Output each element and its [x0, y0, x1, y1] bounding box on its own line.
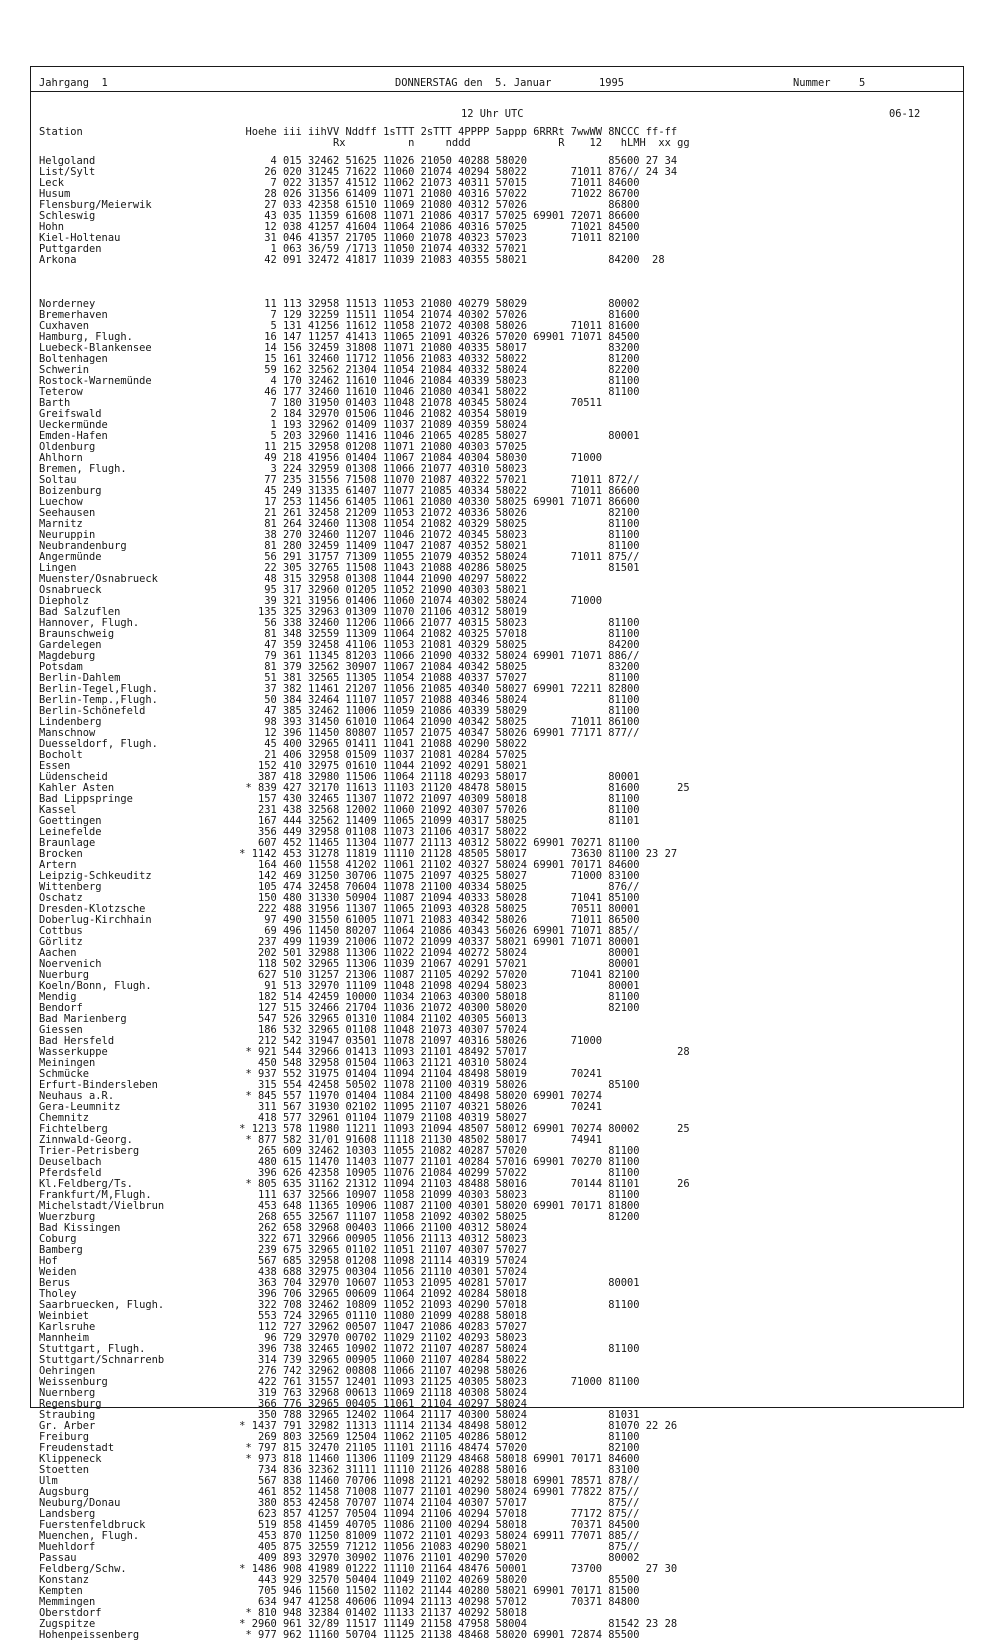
station-row: Muenster/Osnabrueck 48 315 32958 01308 11044 21090 40297 58022: [39, 573, 527, 585]
station-row: Oehringen 276 742 32962 00808 11066 21107 40298 58026: [39, 1365, 527, 1377]
station-row: Boizenburg 45 249 31335 61407 11077 21085 40334 58022 71011 86600: [39, 485, 640, 497]
station-row: Freiburg 269 803 32569 12504 11062 21105 40286 58012 81100: [39, 1431, 640, 1443]
header-rule: [31, 91, 963, 92]
station-row: Muenchen, Flugh. 453 870 11250 81009 11072 21101 40293 58024 69911 77071 885//: [39, 1530, 640, 1542]
station-row: Diepholz 39 321 31956 01406 11060 21074 40302 58024 71000: [39, 595, 603, 607]
weather-report-sheet: [30, 66, 964, 1641]
station-row: Marnitz 81 264 32460 11308 11054 21082 40329 58025 81100: [39, 518, 640, 530]
station-row: Saarbruecken, Flugh. 322 708 32462 10809 11052 21093 40290 57018 81100: [39, 1299, 640, 1311]
station-row: Muehldorf 405 875 32559 71212 11056 21083 40290 58021 875//: [39, 1541, 640, 1553]
station-row: Fuerstenfeldbruck 519 858 41459 40705 11086 21100 40294 58018 70371 84500: [39, 1519, 640, 1531]
station-row: Neuhaus a.R. * 845 557 11970 01404 11084 21100 48498 58020 69901 70274: [39, 1090, 603, 1102]
station-row: List/Sylt 26 020 31245 71622 11060 21074 40294 58022 71011 876// 24 34: [39, 166, 678, 178]
station-row: Aachen 202 501 32988 11306 11022 21094 40272 58024 80001: [39, 947, 640, 959]
station-row: Braunschweig 81 348 32559 11309 11064 21082 40325 57018 81100: [39, 628, 640, 640]
station-row: Potsdam 81 379 32562 30907 11067 21084 40342 58025 83200: [39, 661, 640, 673]
station-row: Lingen 22 305 32765 11508 11043 21088 40286 58025 81501: [39, 562, 640, 574]
station-row: Fichtelberg * 1213 578 11980 11211 11093 21094 48507 58012 69901 70274 80002 25: [39, 1123, 690, 1135]
station-row: Frankfurt/M,Flugh. 111 637 32566 10907 11058 21099 40303 58023 81100: [39, 1189, 640, 1201]
station-row: Bendorf 127 515 32466 21704 11036 21072 40300 58020 82100: [39, 1002, 640, 1014]
station-row: Regensburg 366 776 32965 00405 11061 21104 40297 58024: [39, 1398, 527, 1410]
station-row: Husum 28 026 31356 61409 11071 21080 40316 57022 71022 86700: [39, 188, 640, 200]
station-row: Bamberg 239 675 32965 01102 11051 21107 40307 57027: [39, 1244, 527, 1256]
station-row: Bad Salzuflen 135 325 32963 01309 11070 21106 40312 58019: [39, 606, 527, 618]
station-row: Luebeck-Blankensee 14 156 32459 31808 11071 21080 40335 58017 83200: [39, 342, 640, 354]
station-row: Essen 152 410 32975 01610 11044 21092 40291 58021: [39, 760, 527, 772]
station-row: Bremen, Flugh. 3 224 32959 01308 11066 21077 40310 58023: [39, 463, 527, 475]
station-row: Straubing 350 788 32965 12402 11064 21117 40300 58024 81031: [39, 1409, 640, 1421]
station-row: Ulm 567 838 11460 70706 11098 21121 40292 58018 69901 78571 878//: [39, 1475, 640, 1487]
report-year: 1995: [599, 77, 625, 89]
column-header-row-1: Station Hoehe iii iihVV Nddff 1sTTT 2sTTT 4PPPP 5appp 6RRRt 7wwWW 8NCCC ff-ff: [39, 126, 678, 138]
station-row: Goettingen 167 444 32562 11409 11065 21099 40317 58025 81101: [39, 815, 640, 827]
station-row: Flensburg/Meierwik 27 033 42358 61510 11069 21080 40312 57026 86800: [39, 199, 640, 211]
station-row: Coburg 322 671 32966 00905 11056 21113 40312 58023: [39, 1233, 527, 1245]
station-row: Leck 7 022 31357 41512 11062 21073 40311 57015 71011 84600: [39, 177, 640, 189]
station-row: Nuerburg 627 510 31257 21306 11087 21105 40292 57020 71041 82100: [39, 969, 640, 981]
observation-window: 06-12: [889, 108, 921, 120]
station-row: Deuselbach 480 615 11470 11403 11077 21101 40284 57016 69901 70270 81100: [39, 1156, 640, 1168]
station-row: Dresden-Klotzsche 222 488 31956 11307 11065 21093 40328 58025 70511 80001: [39, 903, 640, 915]
station-row: Angermünde 56 291 31757 71309 11055 21079 40352 58024 71011 875//: [39, 551, 640, 563]
station-row: Schleswig 43 035 11359 61608 11071 21086 40317 57025 69901 72071 86600: [39, 210, 640, 222]
station-row: Oldenburg 11 215 32958 01208 11071 21080 40303 57025: [39, 441, 527, 453]
station-row: Weissenburg 422 761 31557 12401 11093 21125 40305 58023 71000 81100: [39, 1376, 640, 1388]
station-row: Görlitz 237 499 11939 21006 11072 21099 40337 58021 69901 71071 80001: [39, 936, 640, 948]
station-row: Memmingen 634 947 41258 40606 11094 21113 40298 57012 70371 84800: [39, 1596, 640, 1608]
station-row: Leipzig-Schkeuditz 142 469 31250 30706 11075 21097 40325 58027 71000 83100: [39, 870, 640, 882]
station-row: Braunlage 607 452 11465 11304 11077 21113 40312 58022 69901 70271 81100: [39, 837, 640, 849]
station-row: Doberlug-Kirchhain 97 490 31550 61005 11071 21083 40342 58026 71011 86500: [39, 914, 640, 926]
station-row: Klippeneck * 973 818 11460 11306 11109 21129 48468 58018 69901 70171 84600: [39, 1453, 640, 1465]
station-row: Gr. Arber * 1437 791 32982 11313 11114 21134 48498 58012 81070 22 26: [39, 1420, 678, 1432]
station-row: Ahlhorn 49 218 41956 01404 11067 21084 40304 58030 71000: [39, 452, 603, 464]
station-row: Soltau 77 235 31556 71508 11070 21087 40322 57021 71011 872//: [39, 474, 640, 486]
station-row: Zinnwald-Georg. * 877 582 31/01 91608 11118 21130 48502 58017 74941: [39, 1134, 603, 1146]
station-row: Kl.Feldberg/Ts. * 805 635 31162 21312 11094 21103 48488 58016 70144 81101 26: [39, 1178, 690, 1190]
station-row: Bremerhaven 7 129 32259 11511 11054 21074 40302 57026 81600: [39, 309, 640, 321]
station-row: Arkona 42 091 32472 41817 11039 21083 40355 58021 84200 28: [39, 254, 665, 266]
station-row: Schwerin 59 162 32562 21304 11054 21084 40332 58024 82200: [39, 364, 640, 376]
station-row: Hohn 12 038 41257 41604 11064 21086 40316 57025 71021 84500: [39, 221, 640, 233]
station-row: Berus 363 704 32970 10607 11053 21095 40281 57017 80001: [39, 1277, 640, 1289]
station-row: Passau 409 893 32970 30902 11076 21101 40290 57020 80002: [39, 1552, 640, 1564]
station-row: Augsburg 461 852 11458 71008 11077 21101 40290 58024 69901 77822 875//: [39, 1486, 640, 1498]
station-row: Puttgarden 1 063 36/59 /1713 11050 21074 40332 57021: [39, 243, 527, 255]
station-row: Lindenberg 98 393 31450 61010 11064 21090 40342 58025 71011 86100: [39, 716, 640, 728]
station-row: Erfurt-Bindersleben 315 554 42458 50502 11078 21100 40319 58026 85100: [39, 1079, 640, 1091]
station-row: Luechow 17 253 11456 61405 11061 21080 40330 58025 69901 71071 86600: [39, 496, 640, 508]
station-row: Leinefelde 356 449 32958 01108 11073 21106 40317 58022: [39, 826, 527, 838]
station-row: Bad Kissingen 262 658 32968 00403 11066 21100 40312 58024: [39, 1222, 527, 1234]
station-row: Magdeburg 79 361 11345 81203 11066 21090 40332 58024 69901 71071 886//: [39, 650, 640, 662]
station-row: Gardelegen 47 359 32458 41106 11053 21081 40329 58025 84200: [39, 639, 640, 651]
station-row: Mendig 182 514 42459 10000 11034 21063 40300 58018 81100: [39, 991, 640, 1003]
station-row: Seehausen 21 261 32458 21209 11053 21072 40336 58026 82100: [39, 507, 640, 519]
station-row: Koeln/Bonn, Flugh. 91 513 32970 11109 11048 21098 40294 58023 80001: [39, 980, 640, 992]
issue-number-label: Nummer: [793, 77, 831, 89]
station-row: Chemnitz 418 577 32961 01104 11079 21108 40319 58027: [39, 1112, 527, 1124]
station-row: Boltenhagen 15 161 32460 11712 11056 21083 40332 58022 81200: [39, 353, 640, 365]
station-row: Hannover, Flugh. 56 338 32460 11206 11066 21077 40315 58023 81100: [39, 617, 640, 629]
station-row: Bad Lippspringe 157 430 32465 11307 11072 21097 40309 58018 81100: [39, 793, 640, 805]
station-row: Helgoland 4 015 32462 51625 11026 21050 40288 58020 85600 27 34: [39, 155, 678, 167]
issue-number-value: 5: [859, 77, 866, 89]
station-row: Stuttgart, Flugh. 396 738 32465 10902 11072 21107 40287 58024 81100: [39, 1343, 640, 1355]
station-row: Cuxhaven 5 131 41256 11612 11058 21072 40308 58026 71011 81600: [39, 320, 640, 332]
station-row: Bocholt 21 406 32958 01509 11037 21081 40284 57025: [39, 749, 527, 761]
station-row: Hof 567 685 32958 01208 11098 21114 40319 57024: [39, 1255, 527, 1267]
station-row: Trier-Petrisberg 265 609 32462 10303 11055 21082 40287 57020 81100: [39, 1145, 640, 1157]
station-row: Neuburg/Donau 380 853 42458 70707 11074 21104 40307 57017 875//: [39, 1497, 640, 1509]
station-row: Oberstdorf * 810 948 32384 01402 11133 21137 40292 58018: [39, 1607, 527, 1619]
station-row: Noervenich 118 502 32965 11306 11039 21067 40291 57021 80001: [39, 958, 640, 970]
station-row: Stoetten 734 836 32362 31111 11110 21126 40288 58016 83100: [39, 1464, 640, 1476]
station-row: Hamburg, Flugh. 16 147 11257 41413 11065 21091 40326 57020 69901 71071 84500: [39, 331, 640, 343]
station-row: Kempten 705 946 11560 11502 11102 21144 40280 58021 69901 70171 81500: [39, 1585, 640, 1597]
station-row: Kiel-Holtenau 31 046 41357 21705 11060 21078 40323 57023 71011 82100: [39, 232, 640, 244]
station-row: Karlsruhe 112 727 32962 00507 11047 21086 40283 57027: [39, 1321, 527, 1333]
observation-time: 12 Uhr UTC: [461, 108, 524, 120]
station-row: Schmücke * 937 552 31975 01404 11094 21104 48498 58019 70241: [39, 1068, 603, 1080]
station-row: Meiningen 450 548 32958 01504 11063 21121 40310 58024: [39, 1057, 527, 1069]
station-row: Weiden 438 688 32975 00304 11056 21110 40301 57024: [39, 1266, 527, 1278]
station-row: Berlin-Temp.,Flugh. 50 384 32464 11107 11057 21088 40346 58024 81100: [39, 694, 640, 706]
station-row: Brocken * 1142 453 31278 11819 11110 21128 48505 58017 73630 81100 23 27: [39, 848, 678, 860]
station-row: Kahler Asten * 839 427 32170 11613 11103 21120 48478 58015 81600 25: [39, 782, 690, 794]
station-row: Neuruppin 38 270 32460 11207 11046 21072 40345 58023 81100: [39, 529, 640, 541]
report-date: DONNERSTAG den 5. Januar: [395, 77, 552, 89]
station-row: Mannheim 96 729 32970 00702 11029 21102 40293 58023: [39, 1332, 527, 1344]
station-row: Berlin-Dahlem 51 381 32565 11305 11054 21088 40337 57027 81100: [39, 672, 640, 684]
station-row: Bad Hersfeld 212 542 31947 03501 11078 21097 40316 58026 71000: [39, 1035, 603, 1047]
station-row: Lüdenscheid 387 418 32980 11506 11064 21118 40293 58017 80001: [39, 771, 640, 783]
station-row: Teterow 46 177 32460 11610 11046 21080 40341 58022 81100: [39, 386, 640, 398]
station-row: Manschnow 12 396 11450 80807 11057 21075 40347 58026 69901 77171 877//: [39, 727, 640, 739]
station-row: Weinbiet 553 724 32965 01110 11080 21099 40288 58018: [39, 1310, 527, 1322]
report-header: [31, 77, 963, 91]
station-row: Norderney 11 113 32958 11513 11053 21080 40279 58029 80002: [39, 298, 640, 310]
station-row: Emden-Hafen 5 203 32960 11416 11046 21065 40285 58027 80001: [39, 430, 640, 442]
station-row: Wasserkuppe * 921 544 32966 01413 11093 21101 48492 57017 28: [39, 1046, 690, 1058]
station-row: Berlin-Schönefeld 47 385 32462 11006 11059 21086 40339 58029 81100: [39, 705, 640, 717]
station-row: Rostock-Warnemünde 4 170 32462 11610 11046 21084 40339 58023 81100: [39, 375, 640, 387]
station-row: Osnabrueck 95 317 32960 01205 11052 21090 40303 58021: [39, 584, 527, 596]
station-row: Feldberg/Schw. * 1486 908 41989 01222 11110 21164 48476 50001 73700 27 30: [39, 1563, 678, 1575]
station-row: Giessen 186 532 32965 01108 11048 21073 40307 57024: [39, 1024, 527, 1036]
station-row: Barth 7 180 31950 01403 11048 21078 40345 58024 70511: [39, 397, 603, 409]
station-row: Hohenpeissenberg * 977 962 11160 50704 11125 21138 48468 58020 69901 72874 85500: [39, 1629, 640, 1641]
station-row: Freudenstadt * 797 815 32470 21105 11101 21116 48474 57020 82100: [39, 1442, 640, 1454]
station-row: Zugspitze * 2960 961 32/89 11517 11149 21158 47958 58004 81542 23 28: [39, 1618, 678, 1630]
station-row: Konstanz 443 929 32570 50404 11049 21102 40269 58020 85500: [39, 1574, 640, 1586]
volume-label: Jahrgang 1: [39, 77, 108, 89]
station-row: Greifswald 2 184 32970 01506 11046 21082 40354 58019: [39, 408, 527, 420]
station-row: Kassel 231 438 32568 12002 11060 21092 40307 57026 81100: [39, 804, 640, 816]
station-row: Landsberg 623 857 41257 70504 11094 21106 40294 57018 77172 875//: [39, 1508, 640, 1520]
station-row: Berlin-Tegel,Flugh. 37 382 11461 21207 11056 21085 40340 58027 69901 72211 82800: [39, 683, 640, 695]
station-row: Ueckermünde 1 193 32962 01409 11037 21089 40359 58024: [39, 419, 527, 431]
column-header-row-2: Rx n nddd R 12 hLMH xx gg: [39, 137, 690, 149]
station-row: Artern 164 460 11558 41202 11061 21102 40327 58024 69901 70171 84600: [39, 859, 640, 871]
station-row: Oschatz 150 480 31330 50904 11087 21094 40333 58028 71041 85100: [39, 892, 640, 904]
station-row: Pferdsfeld 396 626 42358 10905 11076 21084 40299 57022 81100: [39, 1167, 640, 1179]
station-row: Duesseldorf, Flugh. 45 400 32965 01411 11041 21088 40290 58022: [39, 738, 527, 750]
station-row: Neubrandenburg 81 280 32459 11409 11047 21087 40352 58021 81100: [39, 540, 640, 552]
station-row: Stuttgart/Schnarrenb 314 739 32965 00905 11060 21107 40284 58022: [39, 1354, 527, 1366]
station-row: Wittenberg 105 474 32458 70604 11078 21100 40334 58025 876//: [39, 881, 640, 893]
station-row: Bad Marienberg 547 526 32965 01310 11084 21102 40305 56013: [39, 1013, 527, 1025]
station-row: Wuerzburg 268 655 32567 11107 11058 21092 40302 58025 81200: [39, 1211, 640, 1223]
station-row: Cottbus 69 496 11450 80207 11064 21086 40343 56026 69901 71071 885//: [39, 925, 640, 937]
station-row: Nuernberg 319 763 32968 00613 11069 21118 40308 58024: [39, 1387, 527, 1399]
station-row: Gera-Leumnitz 311 567 31930 02102 11095 21107 40321 58026 70241: [39, 1101, 603, 1113]
station-row: Tholey 396 706 32965 00609 11064 21092 40284 58018: [39, 1288, 527, 1300]
station-row: Michelstadt/Vielbrun 453 648 11365 10906 11087 21100 40301 58020 69901 70171 81800: [39, 1200, 640, 1212]
